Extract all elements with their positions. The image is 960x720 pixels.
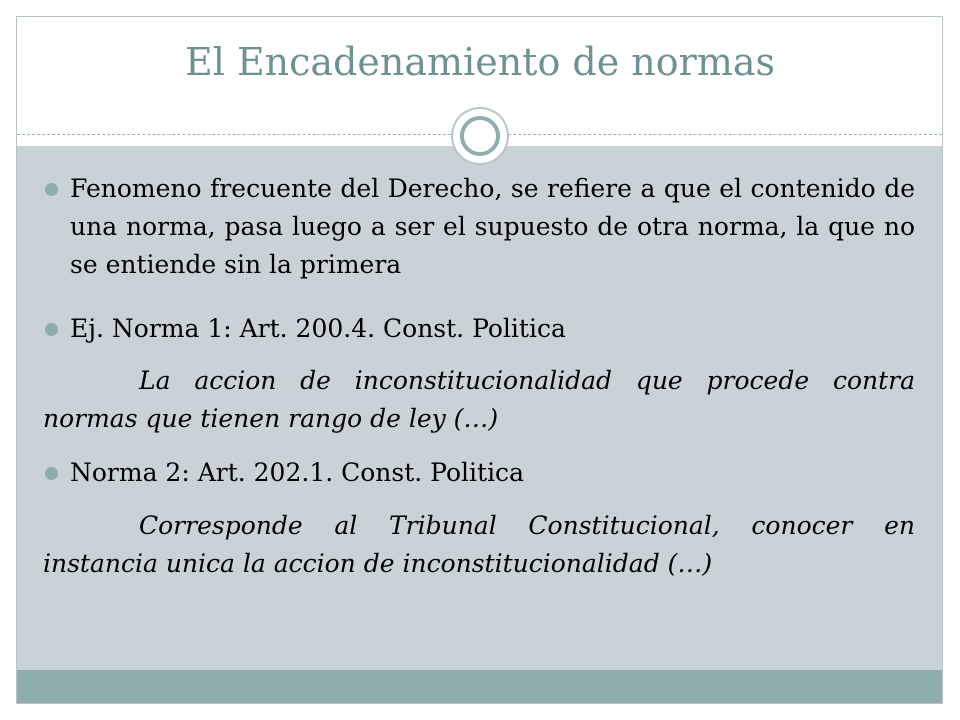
- circle-ornament-icon: [451, 107, 509, 165]
- circle-ornament-inner: [460, 116, 500, 156]
- slide-title: El Encadenamiento de normas: [184, 40, 776, 84]
- bullet-norma-1: Ej. Norma 1: Art. 200.4. Const. Politica: [70, 314, 566, 343]
- footer-bar: [17, 670, 942, 703]
- bullet-dot-icon: [45, 467, 58, 480]
- bullet-definition: Fenomeno frecuente del Derecho, se refiere a que el contenido de una norma, pasa luego a ser el supuesto de otra norma, la que no se entiende sin la primera: [70, 174, 915, 279]
- bullet-dot-icon: [45, 323, 58, 336]
- bullet-dot-icon: [45, 183, 58, 196]
- quote-norma-1: La accion de inconstitucionalidad que procede contra normas que tienen rango de ley (…): [43, 366, 915, 433]
- bullet-norma-2: Norma 2: Art. 202.1. Const. Politica: [70, 458, 524, 487]
- quote-norma-2: Corresponde al Tribunal Constitucional, conocer en instancia unica la accion de inconstitucionalidad (…): [43, 511, 915, 578]
